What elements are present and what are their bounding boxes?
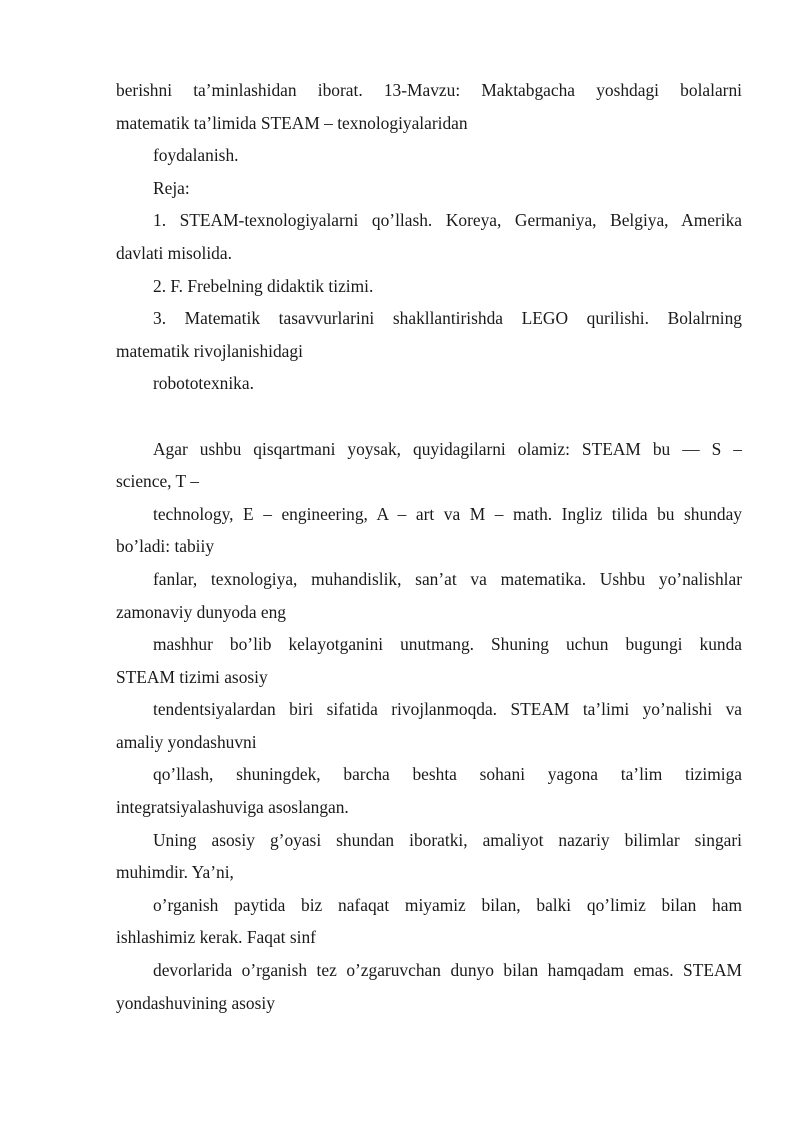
paragraph <box>116 954 742 1019</box>
text-line: 3. Matematik tasavvurlarini shakllantirishda LEGO qurilishi. Bolalrning <box>153 308 742 329</box>
document-body <box>116 74 742 1019</box>
paragraph <box>116 172 742 205</box>
paragraph <box>116 433 742 498</box>
text-line: STEAM tizimi asosiy <box>116 666 268 687</box>
text-line: amaliy yondashuvni <box>116 731 257 752</box>
paragraph <box>116 824 742 889</box>
text-line: o’rganish paytida biz nafaqat miyamiz bilan, balki qo’limiz bilan ham <box>153 894 742 915</box>
text-line: 2. F. Frebelning didaktik tizimi. <box>153 275 374 296</box>
text-line: robototexnika. <box>153 373 254 394</box>
paragraph <box>116 758 742 823</box>
text-line: matematik ta’limida STEAM – texnologiyalaridan <box>116 112 468 133</box>
paragraph <box>116 563 742 628</box>
text-line: qo’llash, shuningdek, barcha beshta sohani yagona ta’lim tizimiga <box>153 764 742 785</box>
text-line: mashhur bo’lib kelayotganini unutmang. Shuning uchun bugungi kunda <box>153 634 742 655</box>
text-line: bo’ladi: tabiiy <box>116 536 215 557</box>
paragraph <box>116 628 742 693</box>
text-line: foydalanish. <box>153 145 239 166</box>
section-heading: Reja: <box>153 177 190 198</box>
text-line: fanlar, texnologiya, muhandislik, san’at va matematika. Ushbu yo’nalishlar <box>153 568 742 589</box>
plan-item <box>116 270 742 303</box>
paragraph <box>116 74 742 139</box>
paragraph <box>116 367 742 400</box>
text-line: zamonaviy dunyoda eng <box>116 601 286 622</box>
paragraph <box>116 139 742 172</box>
blank-line <box>116 400 742 433</box>
text-line: yondashuvining asosiy <box>116 992 275 1013</box>
paragraph <box>116 889 742 954</box>
text-line: davlati misolida. <box>116 242 232 263</box>
text-line: Agar ushbu qisqartmani yoysak, quyidagilarni olamiz: STEAM bu — S – <box>153 438 742 459</box>
paragraph <box>116 693 742 758</box>
plan-item <box>116 204 742 269</box>
text-line: matematik rivojlanishidagi <box>116 340 303 361</box>
text-line: technology, E – engineering, A – art va M – math. Ingliz tilida bu shunday <box>153 503 742 524</box>
text-line: ishlashimiz kerak. Faqat sinf <box>116 927 316 948</box>
text-line: tendentsiyalardan biri sifatida rivojlanmoqda. STEAM ta’limi yo’nalishi va <box>153 699 742 720</box>
text-line: devorlarida o’rganish tez o’zgaruvchan dunyo bilan hamqadam emas. STEAM <box>153 960 742 981</box>
text-line: Uning asosiy g’oyasi shundan iboratki, amaliyot nazariy bilimlar singari <box>153 829 742 850</box>
text-line: integratsiyalashuviga asoslangan. <box>116 797 349 818</box>
plan-item <box>116 302 742 367</box>
text-line: 1. STEAM-texnologiyalarni qo’llash. Koreya, Germaniya, Belgiya, Amerika <box>153 210 742 231</box>
text-line: muhimdir. Ya’ni, <box>116 862 234 883</box>
text-line: science, T – <box>116 471 199 492</box>
text-line: berishni ta’minlashidan iborat. 13-Mavzu: Maktabgacha yoshdagi bolalarni <box>116 80 742 100</box>
paragraph <box>116 498 742 563</box>
